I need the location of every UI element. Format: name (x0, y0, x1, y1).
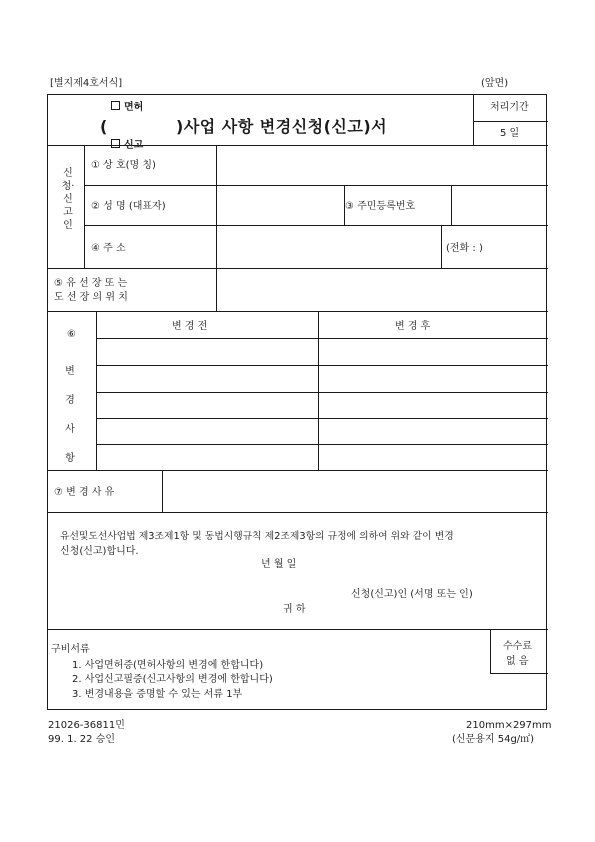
checkbox-icon[interactable] (111, 139, 120, 148)
before-change-field[interactable] (98, 339, 316, 469)
address-label: ④ 주 소 (91, 243, 126, 254)
required-document-item: 2. 사업신고필증(신고사항의 변경에 한합니다) (72, 674, 273, 685)
required-document-item: 1. 사업면허증(면허사항의 변경에 한합니다) (72, 660, 264, 671)
approval-date: 99. 1. 22 승인 (48, 734, 116, 745)
applicant-section-label: 신청·신고인 (61, 168, 75, 231)
application-form (47, 94, 547, 710)
application-date: 년 월 일 (261, 559, 297, 570)
location-field[interactable] (218, 269, 546, 310)
required-documents-header: 구비서류 (51, 644, 90, 655)
required-document-item: 3. 변경내용을 증명할 수 있는 서류 1부 (72, 689, 243, 700)
after-change-header: 변 경 후 (395, 321, 431, 332)
option-license-label: 면허 (124, 102, 144, 113)
changes-section-label: 변경사항 (65, 366, 75, 464)
option-report-label: 신고 (124, 140, 144, 151)
processing-period-label: 처리기간 (490, 102, 529, 113)
company-name-field[interactable] (218, 146, 546, 184)
change-reason-field[interactable] (164, 471, 546, 511)
form-code: [별지제4호서식] (50, 78, 123, 89)
form-title: )사업 사항 변경신청(신고)서 (176, 117, 388, 136)
page-side-label: (앞면) (481, 78, 509, 89)
paper-spec: (신문용지 54g/㎡) (452, 734, 535, 745)
resident-id-field[interactable] (453, 186, 546, 224)
representative-name-field[interactable] (218, 186, 343, 224)
location-label-line2: 도 선 장 의 위 치 (54, 292, 128, 303)
phone-label: (전화 : ) (446, 243, 483, 254)
change-reason-label: ⑦ 변 경 사 유 (54, 487, 115, 498)
representative-name-label: ② 성 명 (대표자) (91, 201, 166, 212)
statement-line2: 신청(신고)합니다. (60, 546, 139, 557)
addressee: 귀 하 (283, 604, 306, 615)
fee-value: 없 음 (506, 656, 529, 667)
address-field[interactable] (218, 226, 440, 266)
company-name-label: ① 상 호(명 칭) (91, 160, 156, 171)
title-open-paren: ( (100, 117, 108, 136)
paper-size: 210mm×297mm (466, 720, 552, 731)
form-number: 21026-36811민 (48, 720, 125, 731)
after-change-field[interactable] (320, 339, 546, 469)
processing-period-value: 5 일 (500, 128, 520, 139)
option-license[interactable] (111, 101, 143, 113)
before-change-header: 변 경 전 (172, 321, 208, 332)
checkbox-icon[interactable] (111, 101, 120, 110)
changes-section-number: ⑥ (67, 329, 76, 340)
resident-id-label: ③ 주민등록번호 (345, 201, 416, 212)
statement-line1: 유선및도선사업법 제3조제1항 및 동법시행규칙 제2조제3항의 규정에 의하여 위와 같이 변경 (60, 531, 454, 542)
location-label-line1: ⑤ 유 선 장 또 는 (54, 278, 128, 289)
applicant-signature-line: 신청(신고)인 (서명 또는 인) (351, 589, 473, 600)
fee-label: 수수료 (503, 641, 532, 652)
